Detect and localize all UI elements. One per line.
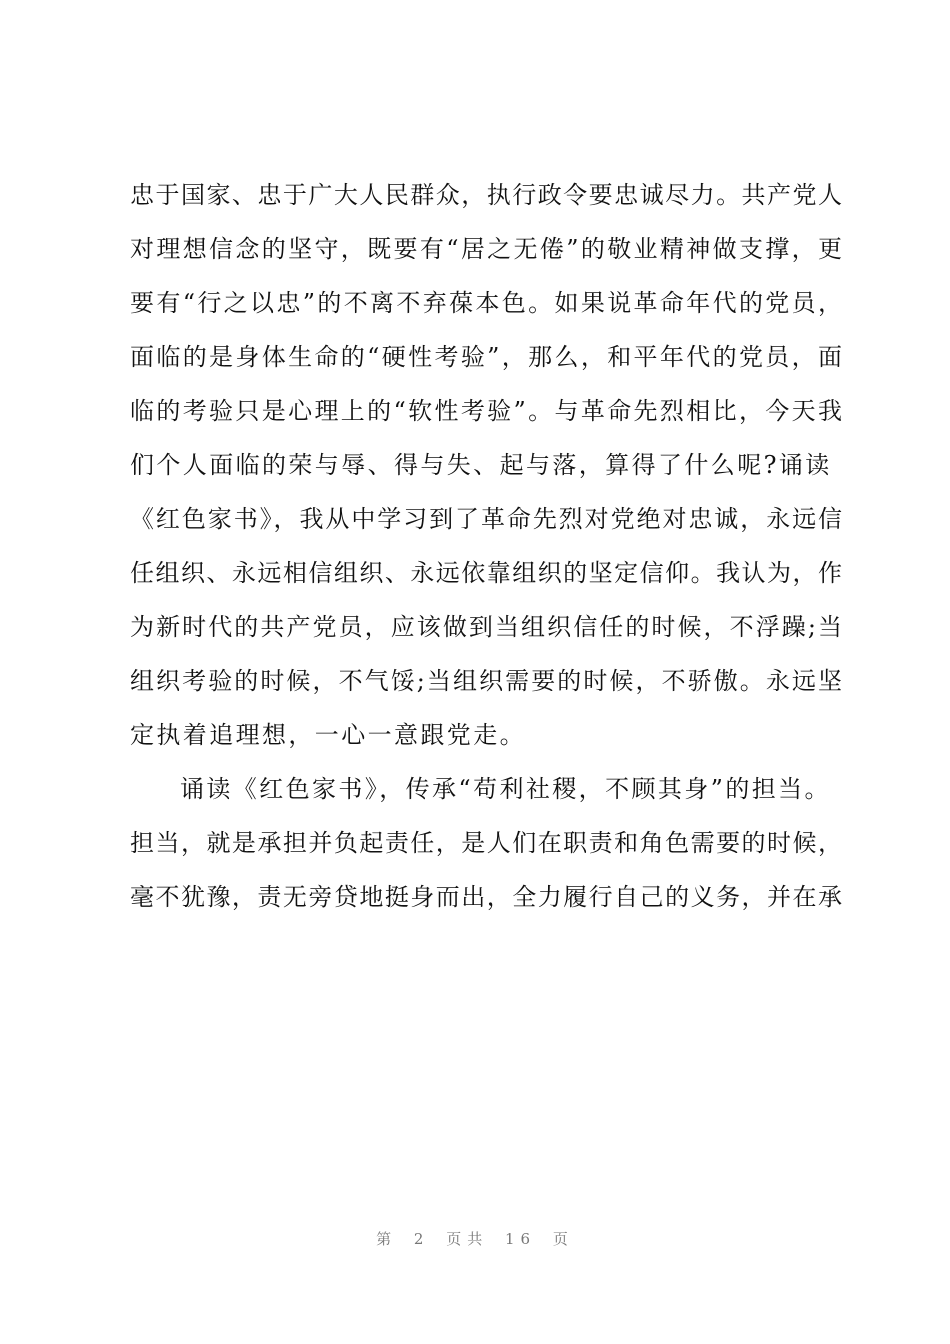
text-line: 定执着追理想，一心一意跟党走。 xyxy=(130,721,526,749)
text-line: 为新时代的共产党员，应该做到当组织信任的时候，不浮躁;当 xyxy=(130,613,842,641)
text-line: 要有“行之以忠”的不离不弃葆本色。如果说革命年代的党员， xyxy=(130,289,842,317)
paragraph-first-line: 诵读《红色家书》，传承“苟利社稷，不顾其身”的担当。 xyxy=(180,775,831,803)
text-line: 担当，就是承担并负起责任，是人们在职责和角色需要的时候， xyxy=(130,829,842,857)
text-line: 任组织、永远相信组织、永远依靠组织的坚定信仰。我认为，作 xyxy=(130,559,842,587)
text-line: 组织考验的时候，不气馁;当组织需要的时候，不骄傲。永远坚 xyxy=(130,667,842,695)
text-line: 对理想信念的坚守，既要有“居之无倦”的敬业精神做支撑，更 xyxy=(130,235,842,263)
text-line: 临的考验只是心理上的“软性考验”。与革命先烈相比，今天我 xyxy=(130,397,842,425)
text-line: 忠于国家、忠于广大人民群众，执行政令要忠诚尽力。共产党人 xyxy=(130,181,842,209)
page-number-footer: 第 2 页共 16 页 xyxy=(376,1230,574,1248)
text-line: 《红色家书》，我从中学习到了革命先烈对党绝对忠诚，永远信 xyxy=(130,505,842,533)
text-line: 毫不犹豫，责无旁贷地挺身而出，全力履行自己的义务，并在承 xyxy=(130,883,842,911)
text-line: 面临的是身体生命的“硬性考验”，那么，和平年代的党员，面 xyxy=(130,343,842,371)
text-line: 们个人面临的荣与辱、得与失、起与落，算得了什么呢?诵读 xyxy=(130,451,832,479)
body-text xyxy=(130,168,842,924)
